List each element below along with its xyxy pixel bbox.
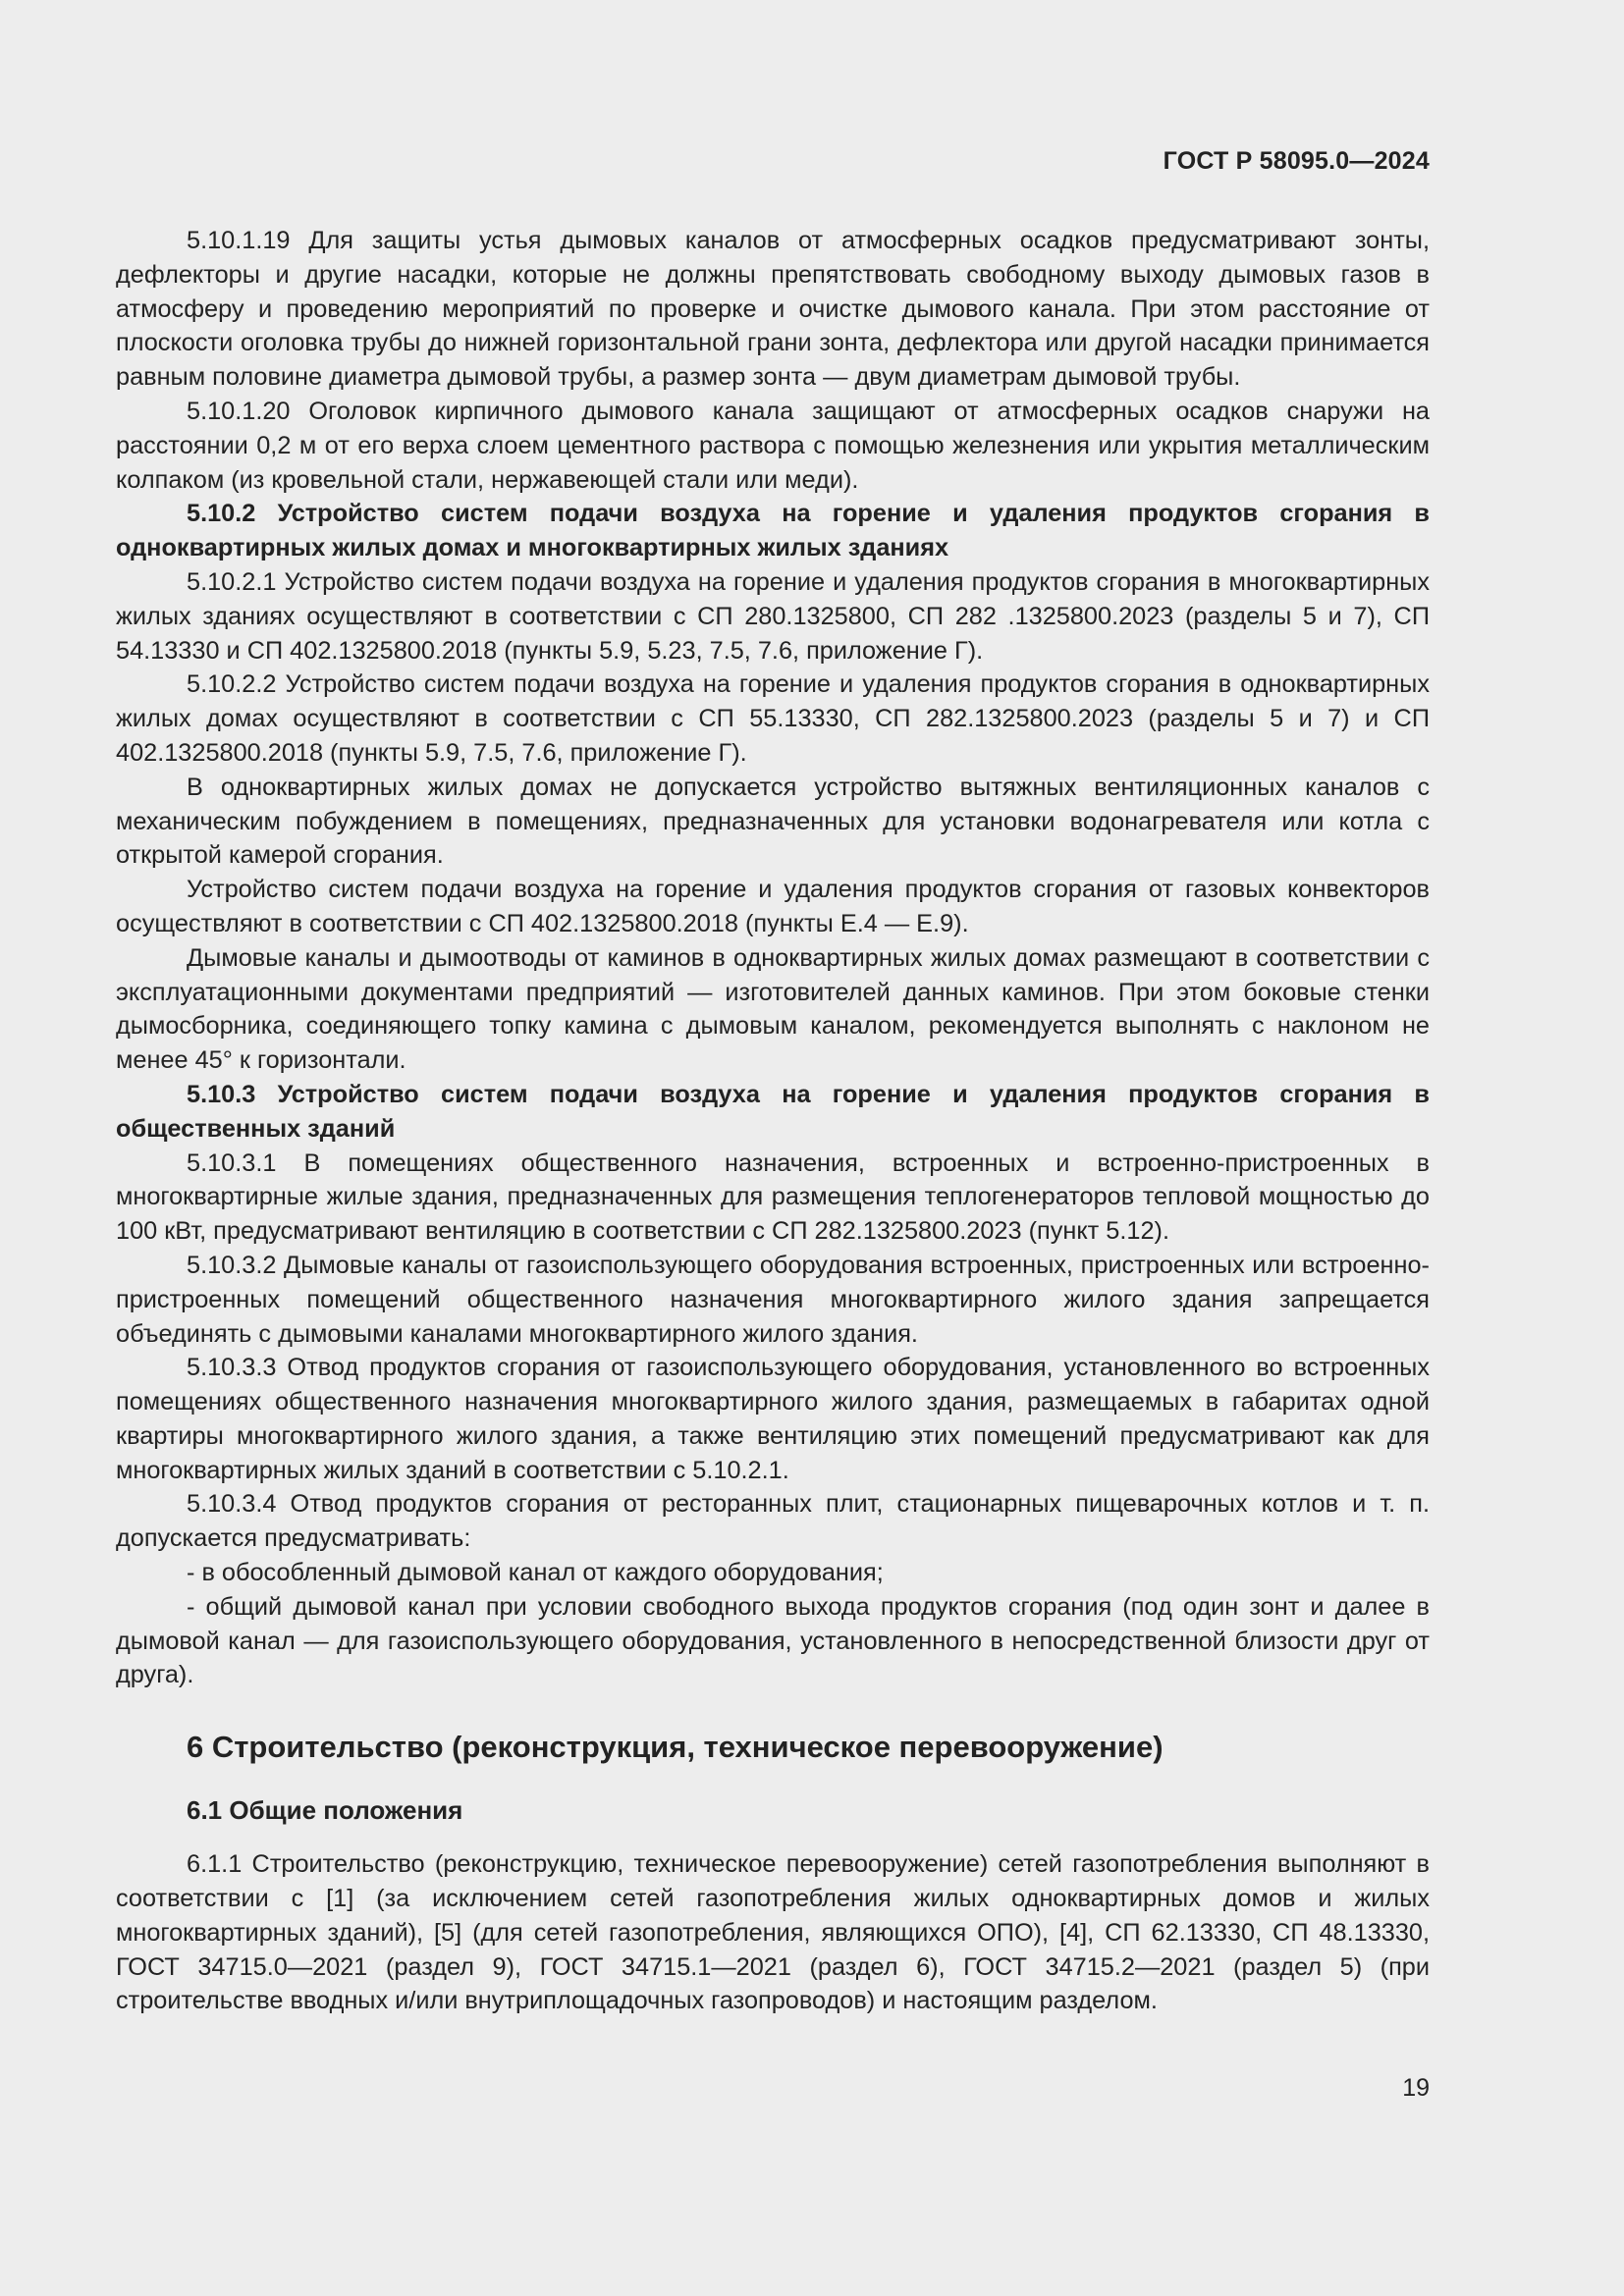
paragraph-5-10-1-19: 5.10.1.19 Для защиты устья дымовых каналов от атмосферных осадков предусматривают зонты, дефлекторы и другие насадки, которые не должны препятствовать свободному выходу дымовых газов в атмосферу и проведению мероприятий по проверке и очистке дымового канала. При этом расстояние от плоскости оголовка трубы до нижней горизонтальной грани зонта, дефлектора или другой насадки принимается равным половине диаметра дымовой трубы, а размер зонта — двум диаметрам дымовой трубы. [116, 227, 1430, 392]
document-header: ГОСТ Р 58095.0—2024 [1163, 147, 1430, 175]
paragraph-5-10-3-2: 5.10.3.2 Дымовые каналы от газоиспользующего оборудования встроенных, пристроенных или встроенно-пристроенных помещений общественного назначения многоквартирного жилого здания запрещается объединять с дымовыми каналами многоквартирного жилого здания. [116, 1251, 1430, 1348]
paragraph-gas-convectors: Устройство систем подачи воздуха на горение и удаления продуктов сгорания от газовых конвекторов осуществляют в соответствии с СП 402.1325800.2018 (пункты Е.4 — Е.9). [116, 876, 1430, 937]
list-item-separate-channel: - в обособленный дымовой канал от каждого оборудования; [187, 1559, 884, 1587]
paragraph-5-10-2-1: 5.10.2.1 Устройство систем подачи воздуха на горение и удаления продуктов сгорания в многоквартирных жилых зданиях осуществляют в соответствии с СП 280.1325800, СП 282 .1325800.2023 (разделы 5 и 7), СП 54.13330 и СП 402.1325800.2018 (пункты 5.9, 5.23, 7.5, 7.6, приложение Г). [116, 567, 1430, 665]
section-heading-6: 6 Строительство (реконструкция, техническое перевооружение) [187, 1730, 1164, 1765]
paragraph-fireplaces: Дымовые каналы и дымоотводы от каминов в одноквартирных жилых домах размещают в соответствии с эксплуатационными документами предприятий — изготовителей данных каминов. При этом боковые стенки дымосборника, соединяющего топку камина с дымовым каналом, рекомендуется выполнять с наклоном не менее 45° к горизонтали. [116, 943, 1430, 1075]
heading-5-10-2: 5.10.2 Устройство систем подачи воздуха на горение и удаления продуктов сгорания в одноквартирных жилых домах и многоквартирных жилых зданиях [116, 500, 1430, 562]
paragraph-5-10-3-3: 5.10.3.3 Отвод продуктов сгорания от газоиспользующего оборудования, установленного во встроенных помещениях общественного назначения многоквартирного жилого здания, размещаемых в габаритах одной квартиры многоквартирного жилого здания, а также вентиляцию этих помещений предусматривают как для многоквартирных жилых зданий в соответствии с 5.10.2.1. [116, 1354, 1430, 1484]
paragraph-single-family-ventilation: В одноквартирных жилых домах не допускается устройство вытяжных вентиляционных каналов с механическим побуждением в помещениях, предназначенных для установки водонагревателя или котла с открытой камерой сгорания. [116, 773, 1430, 870]
paragraph-5-10-3-4: 5.10.3.4 Отвод продуктов сгорания от ресторанных плит, стационарных пищеварочных котлов и т. п. допускается предусматривать: [116, 1490, 1430, 1553]
paragraph-5-10-2-2: 5.10.2.2 Устройство систем подачи воздуха на горение и удаления продуктов сгорания в одноквартирных жилых домах осуществляют в соответствии с СП 55.13330, СП 282.1325800.2023 (разделы 5 и 7) и СП 402.1325800.2018 (пункты 5.9, 7.5, 7.6, приложение Г). [116, 670, 1430, 767]
paragraph-5-10-1-20: 5.10.1.20 Оголовок кирпичного дымового канала защищают от атмосферных осадков снаружи на расстоянии 0,2 м от его верха слоем цементного раствора с помощью железнения или укрытия металлическим колпаком (из кровельной стали, нержавеющей стали или меди). [116, 397, 1430, 494]
document-body [116, 224, 1430, 2018]
paragraph-5-10-3-1: 5.10.3.1 В помещениях общественного назначения, встроенных и встроенно-пристроенных в многоквартирные жилые здания, предназначенных для размещения теплогенераторов тепловой мощностью до 100 кВт, предусматривают вентиляцию в соответствии с СП 282.1325800.2023 (пункт 5.12). [116, 1148, 1430, 1246]
paragraph-6-1-1: 6.1.1 Строительство (реконструкцию, техническое перевооружение) сетей газопотребления выполняют в соответствии с [1] (за исключением сетей газопотребления жилых одноквартирных домов и жилых многоквартирных зданий), [5] (для сетей газопотребления, являющихся ОПО), [4], СП 62.13330, СП 48.13330, ГОСТ 34715.0—2021 (раздел 9), ГОСТ 34715.1—2021 (раздел 6), ГОСТ 34715.2—2021 (раздел 5) (при строительстве вводных и/или внутриплощадочных газопроводов) и настоящим разделом. [116, 1850, 1430, 2015]
page-number: 19 [1402, 2074, 1430, 2102]
heading-5-10-3: 5.10.3 Устройство систем подачи воздуха на горение и удаления продуктов сгорания в общественных зданий [116, 1080, 1430, 1143]
list-item-common-channel: - общий дымовой канал при условии свободного выхода продуктов сгорания (под один зонт и далее в дымовой канал — для газоиспользующего оборудования, установленного в непосредственной близости друг от друга). [116, 1592, 1430, 1689]
subsection-heading-6-1: 6.1 Общие положения [187, 1795, 463, 1826]
